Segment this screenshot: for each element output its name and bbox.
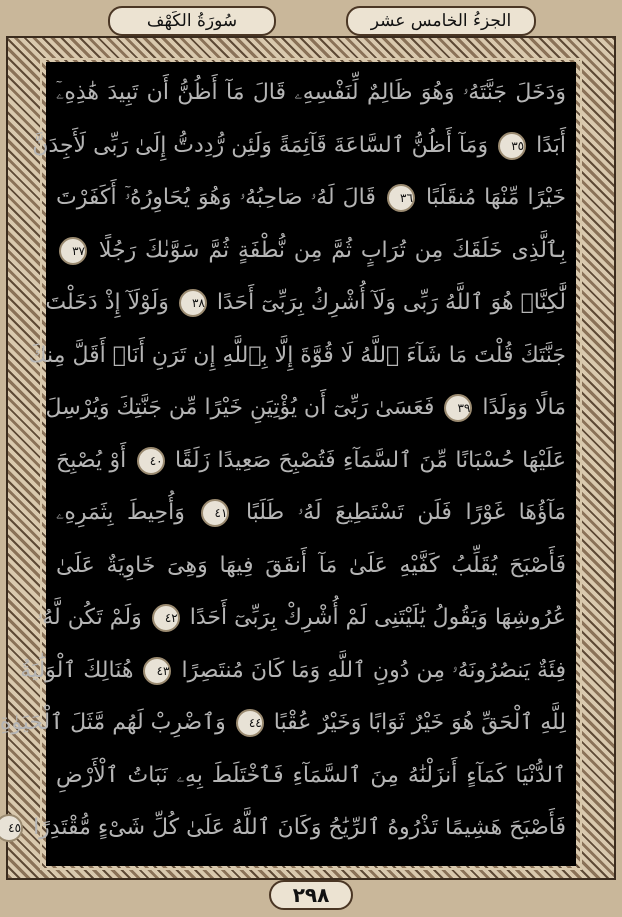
verse-text: وَدَخَلَ جَنَّتَهُۥ وَهُوَ ظَالِمٌ لِّنَفْسِهِۦ قَالَ مَآ أَظُنُّ أَن تَبِيدَ هَٰذِهِۦٓ [56,80,566,105]
verse-text: أَبَدًا [536,132,566,158]
ayah-number-marker: ٤١ [201,499,229,527]
ayah-number-marker: ٣٥ [498,132,526,160]
verse-text: بِٱلَّذِى خَلَقَكَ مِن تُرَابٍ ثُمَّ مِن نُّطْفَةٍ ثُمَّ سَوَّىٰكَ رَجُلًا [98,237,566,263]
verse-text: لِلَّهِ ٱلْحَقِّ هُوَ خَيْرٌ ثَوَابًا وَخَيْرٌ عُقْبًا [273,710,566,735]
verse-text: وَلَمْ تَكُن لَّهُۥ [36,605,149,630]
verse-text: وَمَآ أَظُنُّ ٱلسَّاعَةَ قَآئِمَةً وَلَئِن رُّدِدتُّ إِلَىٰ رَبِّى لَأَجِدَنَّ [32,132,496,158]
verse-text: عُرُوشِهَا وَيَقُولُ يَٰلَيْتَنِى لَمْ أُشْرِكْ بِرَبِّىٓ أَحَدًا [189,605,566,630]
verse-text: خَيْرًا مِّنْهَا مُنقَلَبًا [425,185,566,210]
verse-text: فَعَسَىٰ رَبِّىٓ أَن يُؤْتِيَنِ خَيْرًا مِّن جَنَّتِكَ وَيُرْسِلَ [45,395,442,420]
verse-line [56,226,566,276]
verse-line [28,331,566,381]
ayah-number-marker: ٣٩ [444,394,472,422]
verse-text: مَالًا وَوَلَدًا [482,395,566,420]
ayah-number-marker: ٤٤ [236,709,264,737]
verse-text: مَآؤُهَا غَوْرًا فَلَن تَسْتَطِيعَ لَهُۥ طَلَبًا [245,500,567,525]
verse-text: فَأَصْبَحَ يُقَلِّبُ كَفَّيْهِ عَلَىٰ مَآ أَنفَقَ فِيهَا وَهِىَ خَاوِيَةٌ عَلَىٰ [56,552,566,578]
verse-line [36,593,566,643]
surah-label: سُورَةُ الكَهْف [108,6,276,36]
verse-line [56,541,566,591]
juz-label: الجزءُ الخامس عشر [346,6,536,36]
verse-line [45,278,566,328]
verse-text: لَّٰكِنَّا۠ هُوَ ٱللَّهُ رَبِّى وَلَآ أُشْرِكُ بِرَبِّىٓ أَحَدًا [216,290,566,315]
verse-line [8,803,566,853]
ayah-number-marker: ٣٦ [387,184,415,212]
ayah-number-marker: ٣٧ [59,237,87,265]
verse-text: فَأَصْبَحَ هَشِيمًا تَذْرُوهُ ٱلرِّيَٰحُ وَكَانَ ٱللَّهُ عَلَىٰ كُلِّ شَىْءٍ مُّقْتَدِرًا [33,815,566,840]
verse-line [32,121,566,171]
verse-text: ٱلدُّنْيَا كَمَآءٍ أَنزَلْنَٰهُ مِنَ ٱلسَّمَآءِ فَٱخْتَلَطَ بِهِۦ نَبَاتُ ٱلْأَرْضِ [56,762,566,788]
verse-text: وَلَوْلَآ إِذْ دَخَلْتَ [45,290,176,315]
verse-line [0,698,566,748]
verse-text: جَنَّتَكَ قُلْتَ مَا شَآءَ ٱللَّهُ لَا قُوَّةَ إِلَّا بِٱللَّهِ إِن تَرَنِ أَنَا۠ أَقَلَّ مِنكَ [28,342,566,368]
verse-line [56,488,566,538]
verse-text: هُنَالِكَ ٱلْوَلَٰيَةُ [20,657,141,683]
ayah-number-marker: ٤٢ [152,604,180,632]
ayah-number-marker: ٤٥ [0,814,23,842]
ayah-number-marker: ٤٣ [143,657,171,685]
verse-line [56,173,566,223]
verse-line [45,383,566,433]
ayah-number-marker: ٣٨ [179,289,207,317]
page-number: ٢٩٨ [269,880,353,910]
verse-line [56,751,566,801]
ayah-number-marker: ٤٠ [137,447,165,475]
verse-text: عَلَيْهَا حُسْبَانًا مِّنَ ٱلسَّمَآءِ فَتُصْبِحَ صَعِيدًا زَلَقًا [174,447,566,473]
verse-text: وَأُحِيطَ بِثَمَرِهِۦ [56,500,199,525]
verse-line [56,68,566,118]
verse-text: قَالَ لَهُۥ صَاحِبُهُۥ وَهُوَ يُحَاوِرُهُۥٓ أَكَفَرْتَ [56,185,384,210]
verse-text: فِئَةٌ يَنصُرُونَهُۥ مِن دُونِ ٱللَّهِ وَمَا كَانَ مُنتَصِرًا [181,657,566,683]
verse-text: وَٱضْرِبْ لَهُم مَّثَلَ ٱلْحَيَوٰةِ [0,710,233,735]
verse-text: أَوْ يُصْبِحَ [56,447,134,473]
verse-line [56,436,566,486]
verse-line [20,646,566,696]
